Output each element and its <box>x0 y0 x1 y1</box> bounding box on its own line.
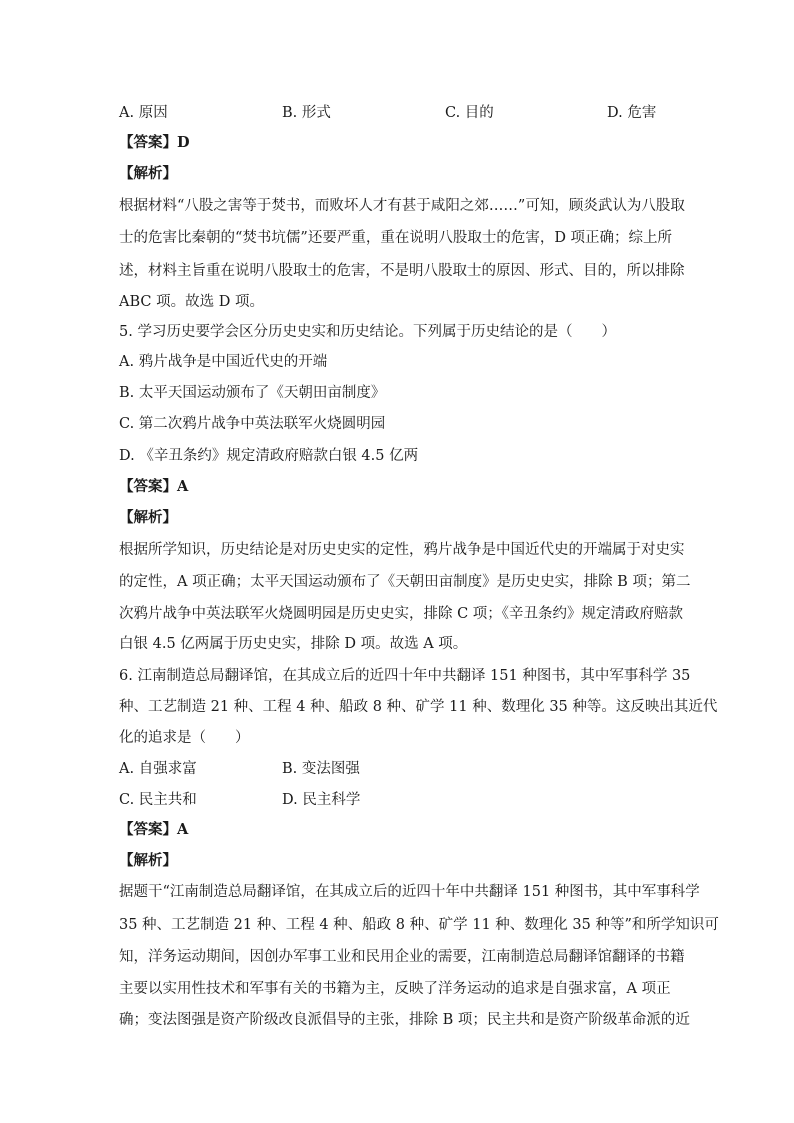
q4-analysis-heading: 【解析】 <box>119 165 177 182</box>
q5-option-c: C. 第二次鸦片战争中英法联军火烧圆明园 <box>119 416 386 432</box>
q6-analysis-line: 据题干“江南制造总局翻译馆，在其成立后的近四十年中共翻译 151 种图书，其中军事科学 <box>119 884 700 900</box>
q6-analysis-line: 确；变法图强是资产阶级改良派倡导的主张，排除 B 项；民主共和是资产阶级革命派的近 <box>119 1012 690 1028</box>
q4-analysis-line: 述，材料主旨重在说明八股取士的危害，不是明八股取士的原因、形式、目的，所以排除 <box>119 263 685 279</box>
q6-analysis-line: 主要以实用性技术和军事有关的书籍为主，反映了洋务运动的追求是自强求富，A 项正 <box>119 981 671 997</box>
q6-analysis-heading: 【解析】 <box>119 852 177 869</box>
q6-option-c: C. 民主共和 <box>119 792 197 808</box>
q4-option-a: A. 原因 <box>119 105 168 121</box>
q5-analysis-line: 次鸦片战争中英法联军火烧圆明园是历史史实，排除 C 项；《辛丑条约》规定清政府赔款 <box>119 606 684 622</box>
q6-analysis-line: 知，洋务运动期间，因创办军事工业和民用企业的需要，江南制造总局翻译馆翻译的书籍 <box>119 949 685 965</box>
q6-option-b: B. 变法图强 <box>282 761 360 777</box>
q5-analysis-line: 根据所学知识，历史结论是对历史史实的定性，鸦片战争是中国近代史的开端属于对史实 <box>119 542 685 558</box>
q6-stem-line: 化的追求是（ ） <box>119 730 250 746</box>
q6-analysis-line: 35 种、工艺制造 21 种、工程 4 种、船政 8 种、矿学 11 种、数理化 35 种等”和所学知识可 <box>119 917 719 933</box>
q4-answer: 【答案】D <box>119 134 190 151</box>
q5-option-b: B. 太平天国运动颁布了《天朝田亩制度》 <box>119 385 386 401</box>
q6-stem-line: 种、工艺制造 21 种、工程 4 种、船政 8 种、矿学 11 种、数理化 35 种等。这反映出其近代 <box>119 699 718 715</box>
q5-analysis-line: 白银 4.5 亿两属于历史史实，排除 D 项。故选 A 项。 <box>119 636 468 652</box>
q4-option-c: C. 目的 <box>445 105 494 121</box>
q6-option-a: A. 自强求富 <box>119 761 197 777</box>
q4-analysis-line: 士的危害比秦朝的“焚书坑儒”还要严重，重在说明八股取士的危害，D 项正确；综上所 <box>119 230 673 246</box>
q4-analysis-line: 根据材料“八股之害等于焚书，而败坏人才有甚于咸阳之郊……”可知，顾炎武认为八股取 <box>119 198 685 214</box>
q5-answer: 【答案】A <box>119 478 189 495</box>
q5-analysis-heading: 【解析】 <box>119 509 177 526</box>
q5-analysis-line: 的定性，A 项正确；太平天国运动颁布了《天朝田亩制度》是历史史实，排除 B 项；第二 <box>119 574 691 590</box>
q6-stem-line: 6. 江南制造总局翻译馆，在其成立后的近四十年中共翻译 151 种图书，其中军事科学 35 <box>119 668 691 684</box>
q5-stem: 5. 学习历史要学会区分历史史实和历史结论。下列属于历史结论的是（ ） <box>119 324 616 340</box>
q4-option-d: D. 危害 <box>607 105 657 121</box>
q5-option-a: A. 鸦片战争是中国近代史的开端 <box>119 354 328 370</box>
q6-answer: 【答案】A <box>119 821 189 838</box>
q4-option-b: B. 形式 <box>282 105 331 121</box>
q4-analysis-line: ABC 项。故选 D 项。 <box>119 294 264 310</box>
q5-option-d: D. 《辛丑条约》规定清政府赔款白银 4.5 亿两 <box>119 448 419 464</box>
q6-option-d: D. 民主科学 <box>282 792 361 808</box>
